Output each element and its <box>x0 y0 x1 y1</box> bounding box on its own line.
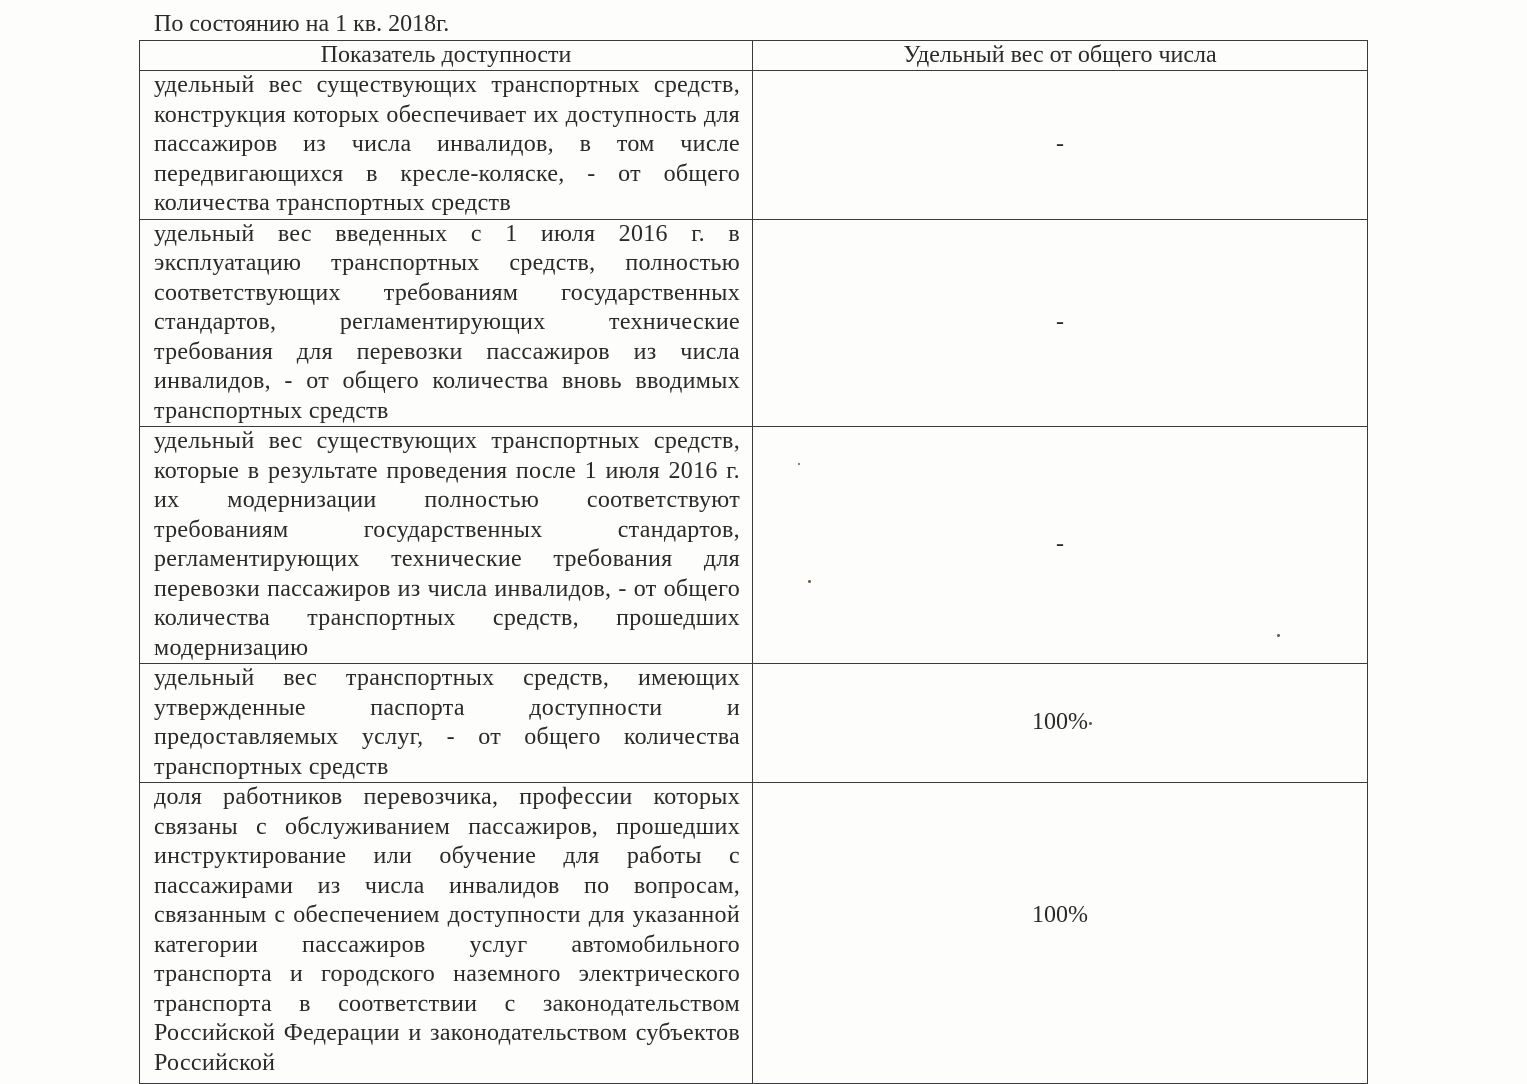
column-header-indicator: Показатель доступности <box>140 41 753 71</box>
scan-speck <box>808 580 811 583</box>
status-date: По состоянию на 1 кв. 2018г. <box>154 11 450 37</box>
indicator-cell: удельный вес существующих транспортных средств, которые в результате проведения после 1 июля 2016 г. их модернизации полностью соответствуют требованиям государственных стандартов, регламентирующих технические требования для перевозки пассажиров из числа инвалидов, - от общего количества транспортных средств, прошедших модернизацию <box>140 427 753 664</box>
value-cell: 100% <box>753 783 1368 1084</box>
column-header-share: Удельный вес от общего числа <box>753 41 1368 71</box>
scan-speck <box>798 463 800 465</box>
indicator-cell: удельный вес транспортных средств, имеющих утвержденные паспорта доступности и предоставляемых услуг, - от общего количества транспортных средств <box>140 664 753 783</box>
table-row <box>140 71 1368 220</box>
indicator-cell: доля работников перевозчика, профессии которых связаны с обслуживанием пассажиров, прошедших инструктирование или обучение для работы с пассажирами из числа инвалидов по вопросам, связанным с обеспечением доступности для указанной категории пассажиров услуг автомобильного транспорта и городского наземного электрического транспорта в соответствии с законодательством Российской Федерации и законодательством субъектов Российской <box>140 783 753 1084</box>
scan-speck <box>1277 634 1280 637</box>
table-row <box>140 427 1368 664</box>
value-cell: - <box>753 71 1368 220</box>
value-cell: 100% <box>753 664 1368 783</box>
value-cell: - <box>753 219 1368 427</box>
scan-speck <box>1089 722 1092 725</box>
indicator-cell: удельный вес существующих транспортных средств, конструкция которых обеспечивает их доступность для пассажиров из числа инвалидов, в том числе передвигающихся в кресле-коляске, - от общего количества транспортных средств <box>140 71 753 220</box>
table-header-row <box>140 41 1368 71</box>
value-cell: - <box>753 427 1368 664</box>
table-row <box>140 219 1368 427</box>
table-row <box>140 664 1368 783</box>
accessibility-table <box>139 40 1368 1084</box>
indicator-cell: удельный вес введенных с 1 июля 2016 г. в эксплуатацию транспортных средств, полностью соответствующих требованиям государственных стандартов, регламентирующих технические требования для перевозки пассажиров из числа инвалидов, - от общего количества вновь вводимых транспортных средств <box>140 219 753 427</box>
table-row <box>140 783 1368 1084</box>
